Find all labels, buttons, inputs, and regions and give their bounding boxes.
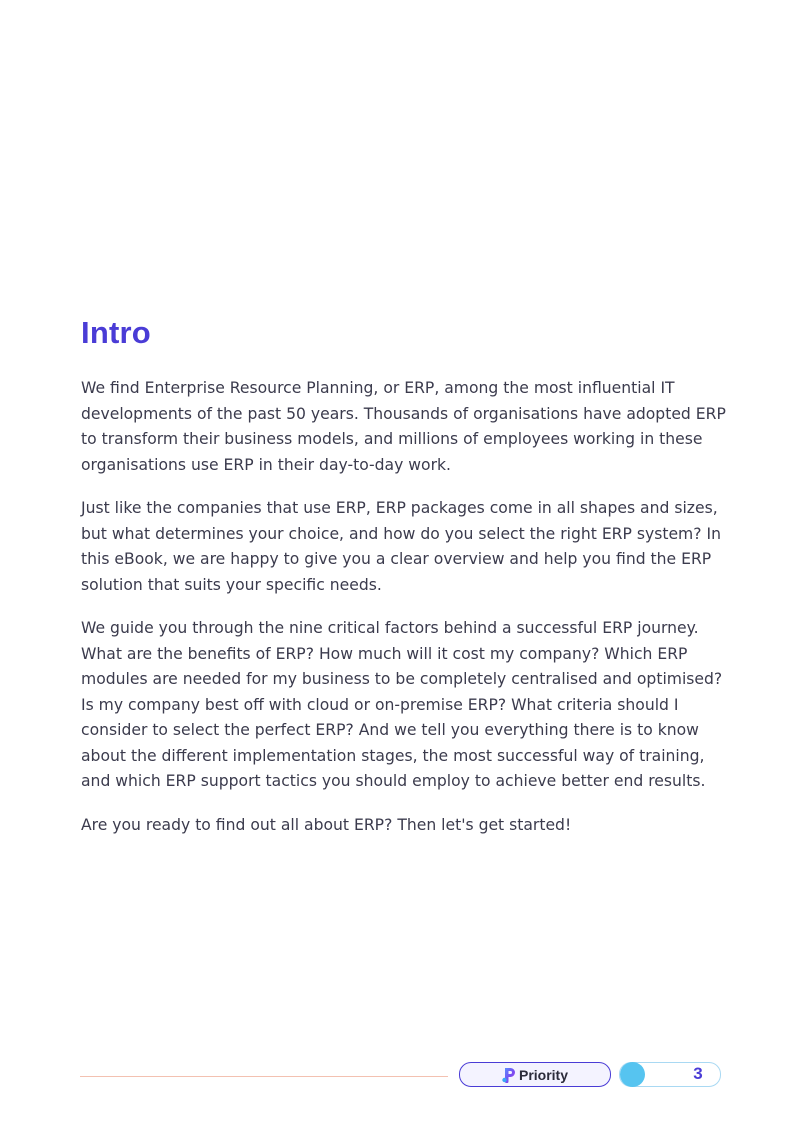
brand-badge (459, 1062, 611, 1087)
paragraph: Just like the companies that use ERP, ERP packages come in all shapes and sizes, but what determines your choice, and how do you select the right ERP system? In this eBook, we are happy to give you a clear overview and help you find the ERP solution that suits your specific needs. (81, 499, 721, 594)
paragraph: We find Enterprise Resource Planning, or ERP, among the most influential IT developments of the past 50 years. Thousands of organisations have adopted ERP to transform their business models, and millions of employees working in these organisations use ERP in their day-to-day work. (81, 379, 726, 474)
paragraph: Are you ready to find out all about ERP? Then let's get started! (81, 815, 572, 834)
page-number: 3 (693, 1064, 703, 1083)
paragraph: We guide you through the nine critical factors behind a successful ERP journey. What are the benefits of ERP? How much will it cost my company? Which ERP modules are needed for my business to be completely centralised and optimised? Is my company best off with cloud or on-premise ERP? What criteria should I consider to select the perfect ERP? And we tell you everything there is to know about the different implementation stages, the most successful way of training, and which ERP support tactics you should employ to achieve better end results. (81, 619, 723, 790)
intro-body (81, 376, 731, 856)
priority-logo-icon (502, 1067, 516, 1083)
footer-divider (80, 1076, 448, 1077)
page-dot-icon (620, 1062, 645, 1087)
brand-name: Priority (518, 1066, 568, 1083)
page-heading: Intro (81, 315, 151, 350)
